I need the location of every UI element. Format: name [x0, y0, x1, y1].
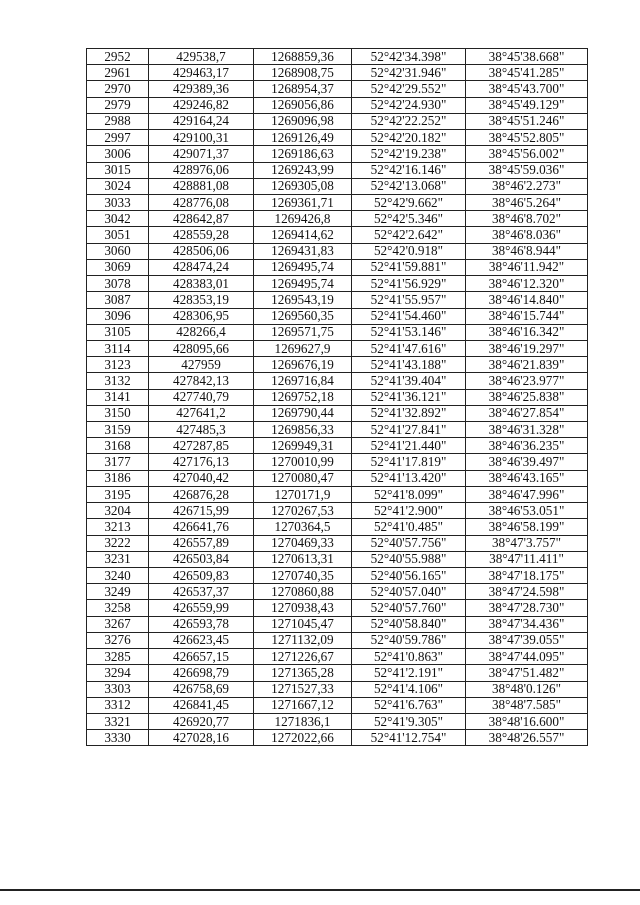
- y-coordinate-cell: 1269495,74: [254, 276, 352, 292]
- x-coordinate-cell: 429538,7: [149, 49, 254, 65]
- longitude-cell: 38°47'39.055": [466, 632, 588, 648]
- latitude-cell: 52°40'57.756": [352, 535, 466, 551]
- y-coordinate-cell: 1268954,37: [254, 81, 352, 97]
- table-row: [87, 162, 588, 178]
- point-number-cell: 3231: [87, 551, 149, 567]
- x-coordinate-cell: 427842,13: [149, 373, 254, 389]
- longitude-cell: 38°46'27.854": [466, 405, 588, 421]
- longitude-cell: 38°45'49.129": [466, 97, 588, 113]
- point-number-cell: 2988: [87, 113, 149, 129]
- x-coordinate-cell: 426623,45: [149, 632, 254, 648]
- longitude-cell: 38°45'38.668": [466, 49, 588, 65]
- y-coordinate-cell: 1269126,49: [254, 130, 352, 146]
- longitude-cell: 38°46'21.839": [466, 357, 588, 373]
- x-coordinate-cell: 428506,06: [149, 243, 254, 259]
- point-number-cell: 3114: [87, 340, 149, 356]
- y-coordinate-cell: 1270364,5: [254, 519, 352, 535]
- longitude-cell: 38°45'43.700": [466, 81, 588, 97]
- x-coordinate-cell: 427959: [149, 357, 254, 373]
- table-row: [87, 292, 588, 308]
- x-coordinate-cell: 426841,45: [149, 697, 254, 713]
- x-coordinate-cell: 426559,99: [149, 600, 254, 616]
- longitude-cell: 38°48'16.600": [466, 713, 588, 729]
- table-row: [87, 470, 588, 486]
- x-coordinate-cell: 426657,15: [149, 649, 254, 665]
- table-row: [87, 49, 588, 65]
- x-coordinate-cell: 429164,24: [149, 113, 254, 129]
- table-row: [87, 324, 588, 340]
- point-number-cell: 3087: [87, 292, 149, 308]
- point-number-cell: 3330: [87, 730, 149, 746]
- x-coordinate-cell: 429463,17: [149, 65, 254, 81]
- y-coordinate-cell: 1269716,84: [254, 373, 352, 389]
- table-row: [87, 713, 588, 729]
- longitude-cell: 38°47'24.598": [466, 584, 588, 600]
- y-coordinate-cell: 1271667,12: [254, 697, 352, 713]
- point-number-cell: 2997: [87, 130, 149, 146]
- table-row: [87, 519, 588, 535]
- table-row: [87, 276, 588, 292]
- longitude-cell: 38°47'44.095": [466, 649, 588, 665]
- latitude-cell: 52°41'53.146": [352, 324, 466, 340]
- point-number-cell: 3042: [87, 211, 149, 227]
- latitude-cell: 52°41'59.881": [352, 259, 466, 275]
- y-coordinate-cell: 1269676,19: [254, 357, 352, 373]
- y-coordinate-cell: 1271226,67: [254, 649, 352, 665]
- y-coordinate-cell: 1271527,33: [254, 681, 352, 697]
- point-number-cell: 3258: [87, 600, 149, 616]
- point-number-cell: 3312: [87, 697, 149, 713]
- point-number-cell: 3015: [87, 162, 149, 178]
- y-coordinate-cell: 1270010,99: [254, 454, 352, 470]
- y-coordinate-cell: 1272022,66: [254, 730, 352, 746]
- x-coordinate-cell: 429071,37: [149, 146, 254, 162]
- latitude-cell: 52°42'20.182": [352, 130, 466, 146]
- latitude-cell: 52°41'13.420": [352, 470, 466, 486]
- table-row: [87, 730, 588, 746]
- coordinates-table-body: [87, 49, 588, 746]
- longitude-cell: 38°47'11.411": [466, 551, 588, 567]
- x-coordinate-cell: 427176,13: [149, 454, 254, 470]
- latitude-cell: 52°41'27.841": [352, 422, 466, 438]
- latitude-cell: 52°42'16.146": [352, 162, 466, 178]
- table-row: [87, 551, 588, 567]
- point-number-cell: 3195: [87, 486, 149, 502]
- table-row: [87, 211, 588, 227]
- point-number-cell: 3006: [87, 146, 149, 162]
- latitude-cell: 52°42'9.662": [352, 194, 466, 210]
- table-row: [87, 97, 588, 113]
- point-number-cell: 2970: [87, 81, 149, 97]
- latitude-cell: 52°41'17.819": [352, 454, 466, 470]
- x-coordinate-cell: 426715,99: [149, 503, 254, 519]
- longitude-cell: 38°47'34.436": [466, 616, 588, 632]
- y-coordinate-cell: 1269431,83: [254, 243, 352, 259]
- longitude-cell: 38°46'31.328": [466, 422, 588, 438]
- table-row: [87, 227, 588, 243]
- y-coordinate-cell: 1269790,44: [254, 405, 352, 421]
- y-coordinate-cell: 1270740,35: [254, 568, 352, 584]
- longitude-cell: 38°47'28.730": [466, 600, 588, 616]
- latitude-cell: 52°40'57.040": [352, 584, 466, 600]
- point-number-cell: 3078: [87, 276, 149, 292]
- latitude-cell: 52°41'32.892": [352, 405, 466, 421]
- longitude-cell: 38°48'0.126": [466, 681, 588, 697]
- latitude-cell: 52°41'9.305": [352, 713, 466, 729]
- latitude-cell: 52°42'13.068": [352, 178, 466, 194]
- table-row: [87, 81, 588, 97]
- latitude-cell: 52°42'19.238": [352, 146, 466, 162]
- longitude-cell: 38°45'41.285": [466, 65, 588, 81]
- x-coordinate-cell: 426593,78: [149, 616, 254, 632]
- table-row: [87, 486, 588, 502]
- point-number-cell: 3024: [87, 178, 149, 194]
- x-coordinate-cell: 428474,24: [149, 259, 254, 275]
- y-coordinate-cell: 1269856,33: [254, 422, 352, 438]
- point-number-cell: 3303: [87, 681, 149, 697]
- latitude-cell: 52°40'56.165": [352, 568, 466, 584]
- point-number-cell: 3123: [87, 357, 149, 373]
- table-row: [87, 405, 588, 421]
- latitude-cell: 52°40'55.988": [352, 551, 466, 567]
- x-coordinate-cell: 428353,19: [149, 292, 254, 308]
- point-number-cell: 3276: [87, 632, 149, 648]
- table-row: [87, 454, 588, 470]
- y-coordinate-cell: 1269096,98: [254, 113, 352, 129]
- y-coordinate-cell: 1271132,09: [254, 632, 352, 648]
- table-row: [87, 503, 588, 519]
- longitude-cell: 38°46'12.320": [466, 276, 588, 292]
- x-coordinate-cell: 428306,95: [149, 308, 254, 324]
- x-coordinate-cell: 426509,83: [149, 568, 254, 584]
- table-row: [87, 681, 588, 697]
- latitude-cell: 52°40'59.786": [352, 632, 466, 648]
- table-row: [87, 340, 588, 356]
- y-coordinate-cell: 1269305,08: [254, 178, 352, 194]
- x-coordinate-cell: 426876,28: [149, 486, 254, 502]
- point-number-cell: 2952: [87, 49, 149, 65]
- x-coordinate-cell: 428266,4: [149, 324, 254, 340]
- point-number-cell: 3204: [87, 503, 149, 519]
- x-coordinate-cell: 428776,08: [149, 194, 254, 210]
- latitude-cell: 52°41'36.121": [352, 389, 466, 405]
- y-coordinate-cell: 1268859,36: [254, 49, 352, 65]
- y-coordinate-cell: 1269949,31: [254, 438, 352, 454]
- point-number-cell: 3132: [87, 373, 149, 389]
- latitude-cell: 52°41'0.863": [352, 649, 466, 665]
- latitude-cell: 52°41'39.404": [352, 373, 466, 389]
- coordinates-table: [86, 48, 588, 746]
- longitude-cell: 38°46'39.497": [466, 454, 588, 470]
- x-coordinate-cell: 426641,76: [149, 519, 254, 535]
- y-coordinate-cell: 1270613,31: [254, 551, 352, 567]
- x-coordinate-cell: 428881,08: [149, 178, 254, 194]
- point-number-cell: 3069: [87, 259, 149, 275]
- latitude-cell: 52°41'55.957": [352, 292, 466, 308]
- bottom-rule: [0, 889, 640, 891]
- y-coordinate-cell: 1269361,71: [254, 194, 352, 210]
- y-coordinate-cell: 1269056,86: [254, 97, 352, 113]
- latitude-cell: 52°42'29.552": [352, 81, 466, 97]
- table-row: [87, 389, 588, 405]
- point-number-cell: 3177: [87, 454, 149, 470]
- longitude-cell: 38°46'11.942": [466, 259, 588, 275]
- latitude-cell: 52°41'47.616": [352, 340, 466, 356]
- longitude-cell: 38°47'51.482": [466, 665, 588, 681]
- x-coordinate-cell: 428642,87: [149, 211, 254, 227]
- longitude-cell: 38°46'2.273": [466, 178, 588, 194]
- table-row: [87, 697, 588, 713]
- latitude-cell: 52°40'57.760": [352, 600, 466, 616]
- x-coordinate-cell: 427028,16: [149, 730, 254, 746]
- table-row: [87, 194, 588, 210]
- table-row: [87, 568, 588, 584]
- longitude-cell: 38°46'16.342": [466, 324, 588, 340]
- y-coordinate-cell: 1271365,28: [254, 665, 352, 681]
- latitude-cell: 52°41'43.188": [352, 357, 466, 373]
- point-number-cell: 3141: [87, 389, 149, 405]
- longitude-cell: 38°45'52.805": [466, 130, 588, 146]
- longitude-cell: 38°46'14.840": [466, 292, 588, 308]
- longitude-cell: 38°46'23.977": [466, 373, 588, 389]
- table-row: [87, 584, 588, 600]
- point-number-cell: 3150: [87, 405, 149, 421]
- point-number-cell: 3060: [87, 243, 149, 259]
- x-coordinate-cell: 426537,37: [149, 584, 254, 600]
- longitude-cell: 38°46'36.235": [466, 438, 588, 454]
- longitude-cell: 38°46'8.702": [466, 211, 588, 227]
- table-row: [87, 649, 588, 665]
- longitude-cell: 38°46'47.996": [466, 486, 588, 502]
- y-coordinate-cell: 1269752,18: [254, 389, 352, 405]
- x-coordinate-cell: 426698,79: [149, 665, 254, 681]
- latitude-cell: 52°41'21.440": [352, 438, 466, 454]
- point-number-cell: 3105: [87, 324, 149, 340]
- y-coordinate-cell: 1270860,88: [254, 584, 352, 600]
- y-coordinate-cell: 1269186,63: [254, 146, 352, 162]
- longitude-cell: 38°46'53.051": [466, 503, 588, 519]
- table-row: [87, 308, 588, 324]
- x-coordinate-cell: 428383,01: [149, 276, 254, 292]
- table-row: [87, 178, 588, 194]
- table-row: [87, 600, 588, 616]
- x-coordinate-cell: 427040,42: [149, 470, 254, 486]
- longitude-cell: 38°46'8.036": [466, 227, 588, 243]
- point-number-cell: 3294: [87, 665, 149, 681]
- y-coordinate-cell: 1270267,53: [254, 503, 352, 519]
- latitude-cell: 52°41'2.191": [352, 665, 466, 681]
- point-number-cell: 2961: [87, 65, 149, 81]
- point-number-cell: 3186: [87, 470, 149, 486]
- y-coordinate-cell: 1270080,47: [254, 470, 352, 486]
- x-coordinate-cell: 427740,79: [149, 389, 254, 405]
- point-number-cell: 3249: [87, 584, 149, 600]
- table-row: [87, 535, 588, 551]
- longitude-cell: 38°46'19.297": [466, 340, 588, 356]
- latitude-cell: 52°41'0.485": [352, 519, 466, 535]
- y-coordinate-cell: 1269495,74: [254, 259, 352, 275]
- y-coordinate-cell: 1269243,99: [254, 162, 352, 178]
- y-coordinate-cell: 1271836,1: [254, 713, 352, 729]
- point-number-cell: 3096: [87, 308, 149, 324]
- point-number-cell: 3222: [87, 535, 149, 551]
- longitude-cell: 38°45'59.036": [466, 162, 588, 178]
- point-number-cell: 3213: [87, 519, 149, 535]
- x-coordinate-cell: 426758,69: [149, 681, 254, 697]
- x-coordinate-cell: 427485,3: [149, 422, 254, 438]
- x-coordinate-cell: 428976,06: [149, 162, 254, 178]
- longitude-cell: 38°46'25.838": [466, 389, 588, 405]
- y-coordinate-cell: 1269414,62: [254, 227, 352, 243]
- latitude-cell: 52°42'5.346": [352, 211, 466, 227]
- point-number-cell: 3168: [87, 438, 149, 454]
- y-coordinate-cell: 1269560,35: [254, 308, 352, 324]
- latitude-cell: 52°41'56.929": [352, 276, 466, 292]
- point-number-cell: 3240: [87, 568, 149, 584]
- longitude-cell: 38°46'15.744": [466, 308, 588, 324]
- x-coordinate-cell: 428559,28: [149, 227, 254, 243]
- point-number-cell: 3159: [87, 422, 149, 438]
- latitude-cell: 52°41'12.754": [352, 730, 466, 746]
- longitude-cell: 38°46'8.944": [466, 243, 588, 259]
- latitude-cell: 52°42'24.930": [352, 97, 466, 113]
- table-row: [87, 113, 588, 129]
- longitude-cell: 38°46'58.199": [466, 519, 588, 535]
- y-coordinate-cell: 1269627,9: [254, 340, 352, 356]
- x-coordinate-cell: 426557,89: [149, 535, 254, 551]
- latitude-cell: 52°41'8.099": [352, 486, 466, 502]
- y-coordinate-cell: 1270938,43: [254, 600, 352, 616]
- point-number-cell: 3051: [87, 227, 149, 243]
- y-coordinate-cell: 1269571,75: [254, 324, 352, 340]
- latitude-cell: 52°42'0.918": [352, 243, 466, 259]
- table-row: [87, 438, 588, 454]
- latitude-cell: 52°42'31.946": [352, 65, 466, 81]
- x-coordinate-cell: 429389,36: [149, 81, 254, 97]
- y-coordinate-cell: 1269543,19: [254, 292, 352, 308]
- latitude-cell: 52°41'54.460": [352, 308, 466, 324]
- longitude-cell: 38°45'51.246": [466, 113, 588, 129]
- table-row: [87, 146, 588, 162]
- table-row: [87, 373, 588, 389]
- table-row: [87, 632, 588, 648]
- x-coordinate-cell: 429100,31: [149, 130, 254, 146]
- longitude-cell: 38°46'43.165": [466, 470, 588, 486]
- y-coordinate-cell: 1268908,75: [254, 65, 352, 81]
- longitude-cell: 38°48'7.585": [466, 697, 588, 713]
- x-coordinate-cell: 428095,66: [149, 340, 254, 356]
- longitude-cell: 38°47'18.175": [466, 568, 588, 584]
- point-number-cell: 3033: [87, 194, 149, 210]
- longitude-cell: 38°45'56.002": [466, 146, 588, 162]
- y-coordinate-cell: 1270171,9: [254, 486, 352, 502]
- latitude-cell: 52°40'58.840": [352, 616, 466, 632]
- y-coordinate-cell: 1269426,8: [254, 211, 352, 227]
- longitude-cell: 38°46'5.264": [466, 194, 588, 210]
- table-row: [87, 422, 588, 438]
- latitude-cell: 52°42'2.642": [352, 227, 466, 243]
- longitude-cell: 38°48'26.557": [466, 730, 588, 746]
- latitude-cell: 52°41'4.106": [352, 681, 466, 697]
- x-coordinate-cell: 427287,85: [149, 438, 254, 454]
- latitude-cell: 52°41'2.900": [352, 503, 466, 519]
- y-coordinate-cell: 1271045,47: [254, 616, 352, 632]
- latitude-cell: 52°42'22.252": [352, 113, 466, 129]
- latitude-cell: 52°42'34.398": [352, 49, 466, 65]
- longitude-cell: 38°47'3.757": [466, 535, 588, 551]
- point-number-cell: 2979: [87, 97, 149, 113]
- x-coordinate-cell: 427641,2: [149, 405, 254, 421]
- x-coordinate-cell: 426920,77: [149, 713, 254, 729]
- table-row: [87, 65, 588, 81]
- point-number-cell: 3267: [87, 616, 149, 632]
- point-number-cell: 3321: [87, 713, 149, 729]
- point-number-cell: 3285: [87, 649, 149, 665]
- table-row: [87, 243, 588, 259]
- latitude-cell: 52°41'6.763": [352, 697, 466, 713]
- table-row: [87, 259, 588, 275]
- x-coordinate-cell: 426503,84: [149, 551, 254, 567]
- table-row: [87, 130, 588, 146]
- table-row: [87, 616, 588, 632]
- y-coordinate-cell: 1270469,33: [254, 535, 352, 551]
- table-row: [87, 665, 588, 681]
- x-coordinate-cell: 429246,82: [149, 97, 254, 113]
- table-row: [87, 357, 588, 373]
